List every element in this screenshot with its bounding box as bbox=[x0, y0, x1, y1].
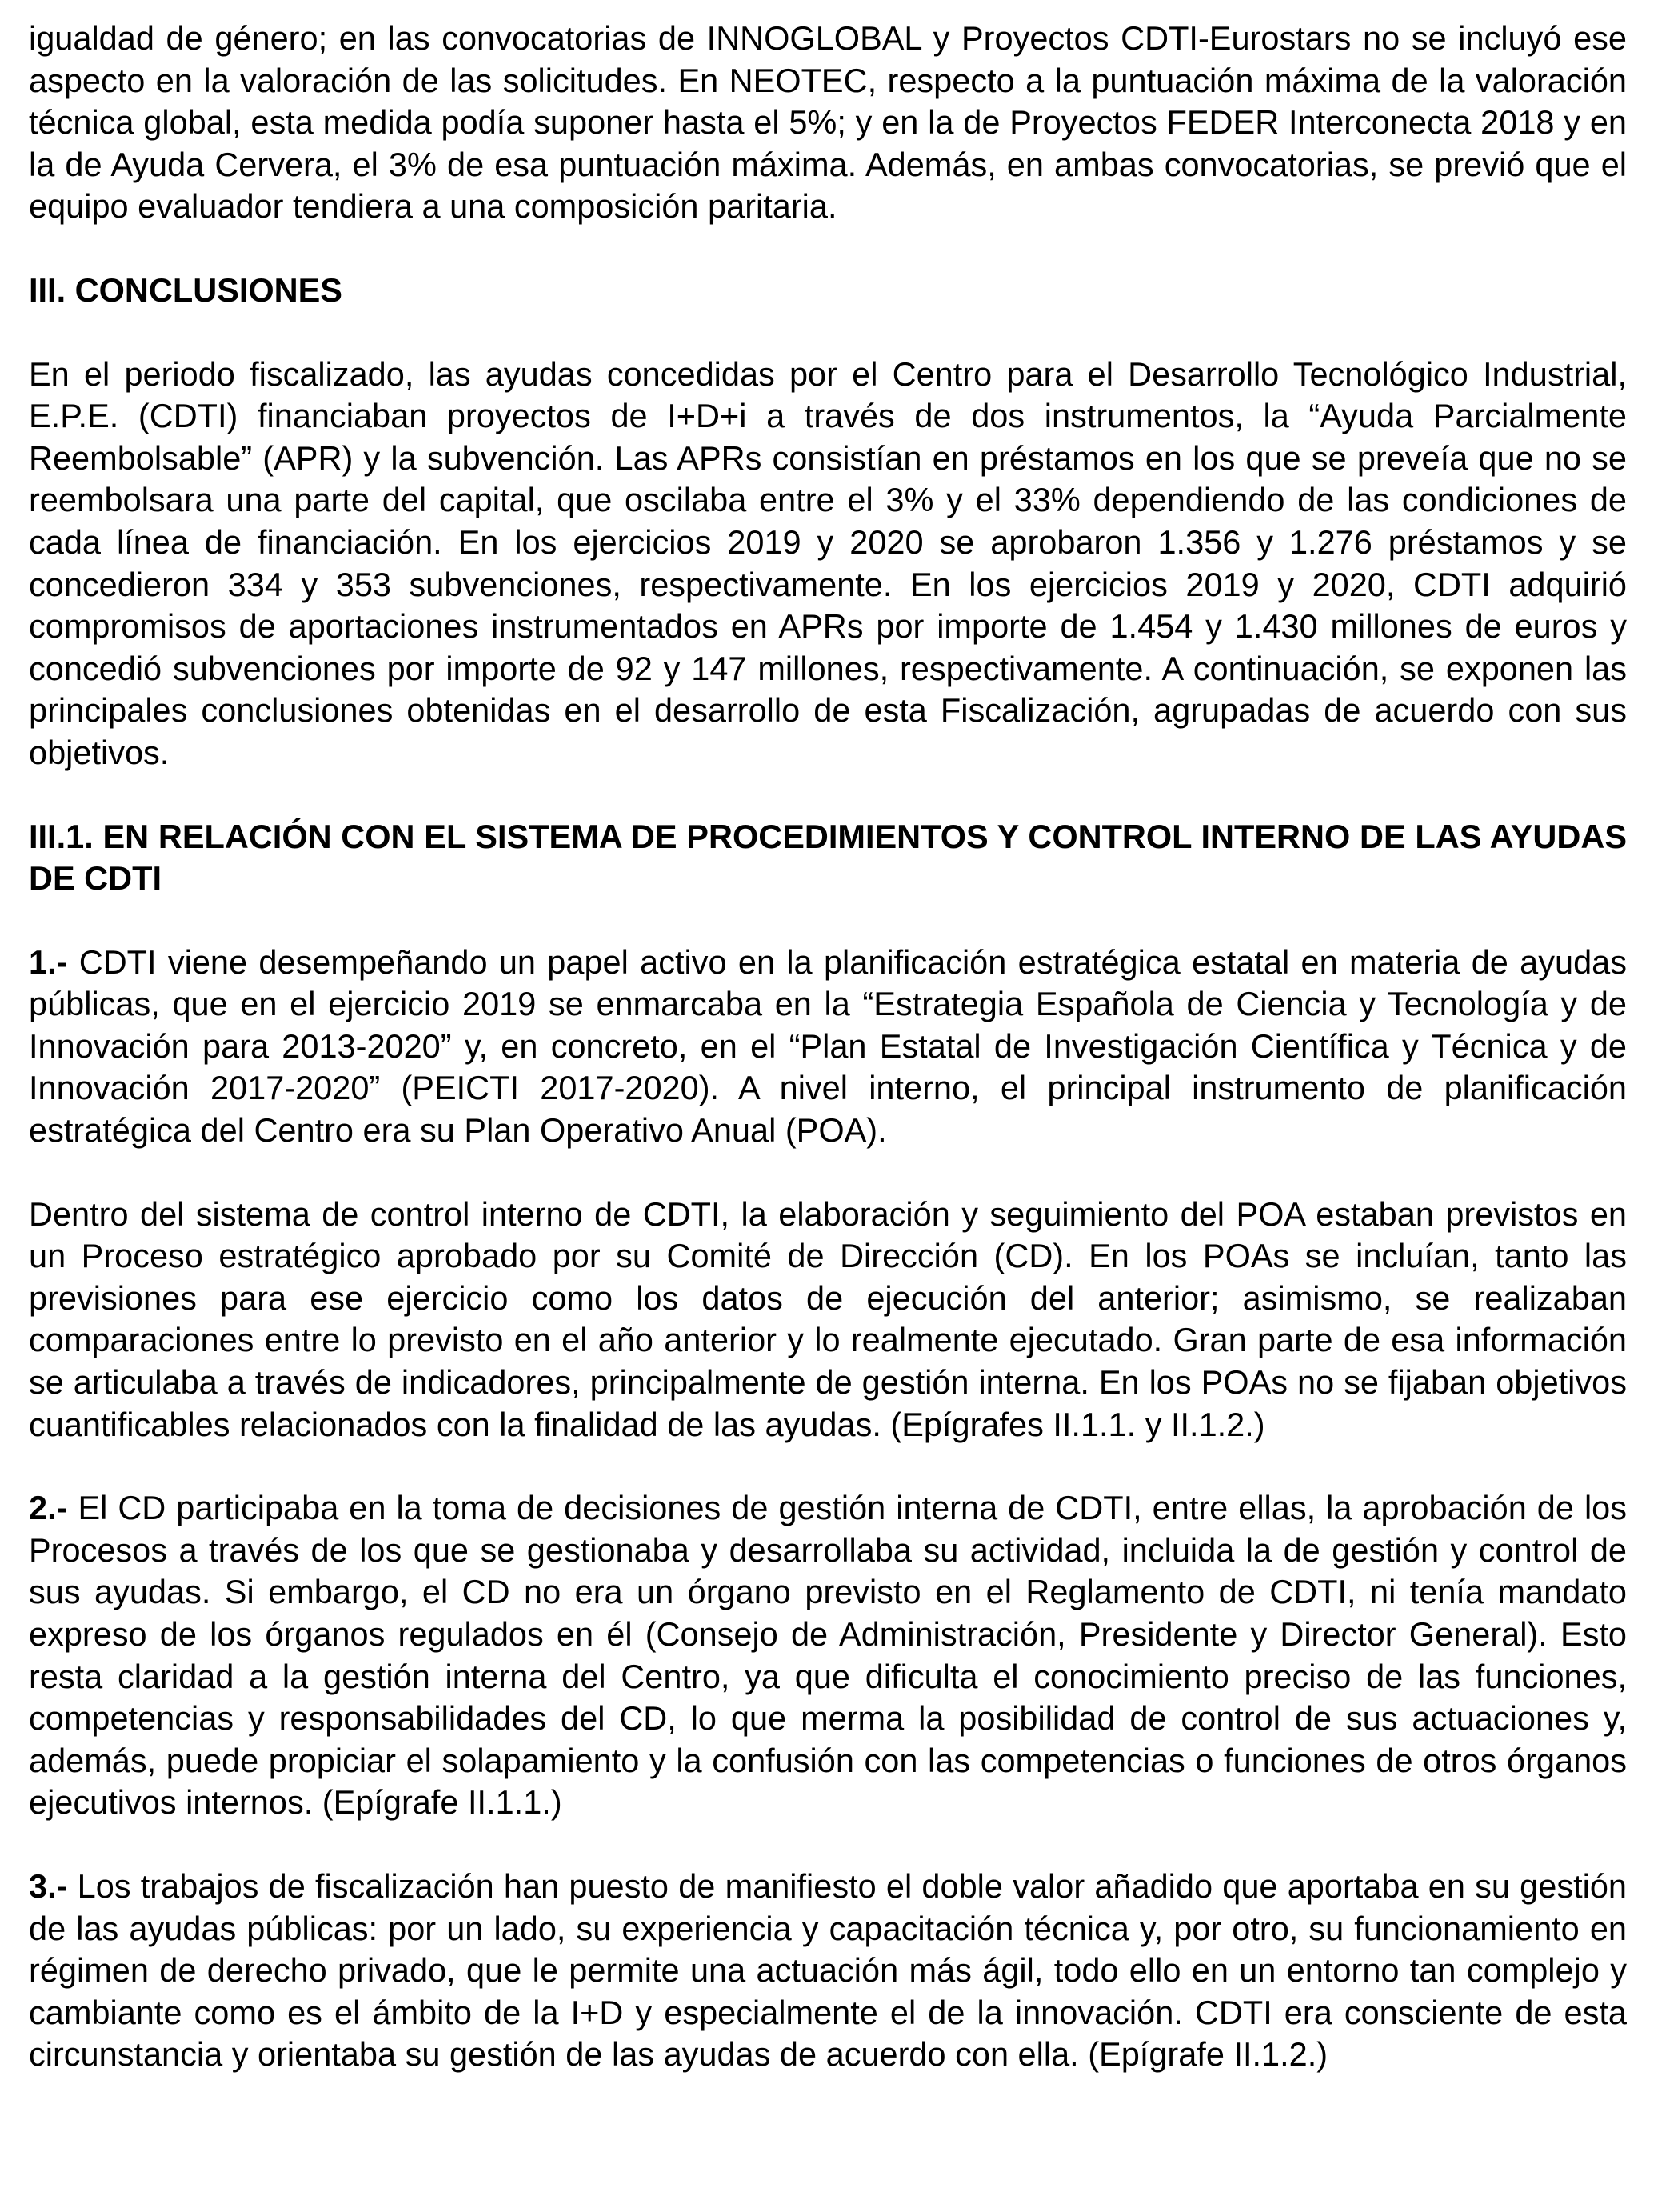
item-number-1: 1.- bbox=[29, 942, 68, 981]
conclusion-item-2 bbox=[29, 1487, 1627, 1824]
paragraph-internal-control: Dentro del sistema de control interno de CDTI, la elaboración y seguimiento del POA estaban previstos en un Proceso estratégico aprobado por su Comité de Dirección (CD). En los POAs se incluían, tanto las previsiones para ese ejercicio como los datos de ejecución del anterior; asimismo, se realizaban comparaciones entre lo previsto en el año anterior y lo realmente ejecutado. Gran parte de esa información se articulaba a través de indicadores, principalmente de gestión interna. En los POAs no se fijaban objetivos cuantificables relacionados con la finalidad de las ayudas. (Epígrafes II.1.1. y II.1.2.) bbox=[29, 1194, 1627, 1443]
paragraph-conclusions-intro: En el periodo fiscalizado, las ayudas concedidas por el Centro para el Desarrollo Tecnológico Industrial, E.P.E. (CDTI) financiaban proyectos de I+D+i a través de dos instrumentos, la “Ayuda Parcialmente Reembolsable” (APR) y la subvención. Las APRs consistían en préstamos en los que se preveía que no se reembolsara una parte del capital, que oscilaba entre el 3% y el 33% dependiendo de las condiciones de cada línea de financiación. En los ejercicios 2019 y 2020 se aprobaron 1.356 y 1.276 préstamos y se concedieron 334 y 353 subvenciones, respectivamente. En los ejercicios 2019 y 2020, CDTI adquirió compromisos de aportaciones instrumentados en APRs por importe de 1.454 y 1.430 millones de euros y concedió subvenciones por importe de 92 y 147 millones, respectivamente. A continuación, se exponen las principales conclusiones obtenidas en el desarrollo de esta Fiscalización, agrupadas de acuerdo con sus objetivos. bbox=[29, 354, 1627, 771]
conclusion-item-1 bbox=[29, 942, 1627, 1152]
item-number-3: 3.- bbox=[29, 1866, 68, 1905]
conclusion-item-3-text: Los trabajos de fiscalización han puesto de manifiesto el doble valor añadido que aportaba en su gestión de las ayudas públicas: por un lado, su experiencia y capacitación técnica y, por otro, su funcionamiento en régimen de derecho privado, que le permite una actuación más ágil, todo ello en un entorno tan complejo y cambiante como es el ámbito de la I+D y especialmente el de la innovación. CDTI era consciente de esta circunstancia y orientaba su gestión de las ayudas de acuerdo con ella. (Epígrafe II.1.2.) bbox=[29, 1866, 1627, 2074]
paragraph-gender-equality: igualdad de género; en las convocatorias de INNOGLOBAL y Proyectos CDTI-Eurostars no se incluyó ese aspecto en la valoración de las solicitudes. En NEOTEC, respecto a la puntuación máxima de la valoración técnica global, esta medida podía suponer hasta el 5%; y en la de Proyectos FEDER Interconecta 2018 y en la de Ayuda Cervera, el 3% de esa puntuación máxima. Además, en ambas convocatorias, se previó que el equipo evaluador tendiera a una composición paritaria. bbox=[29, 19, 1627, 226]
document-page bbox=[29, 18, 1627, 2118]
conclusion-item-1-text: CDTI viene desempeñando un papel activo en la planificación estratégica estatal en materia de ayudas públicas, que en el ejercicio 2019 se enmarcaba en la “Estrategia Española de Ciencia y Tecnología y de Innovación para 2013-2020” y, en concreto, en el “Plan Estatal de Investigación Científica y Técnica y de Innovación 2017-2020” (PEICTI 2017-2020). A nivel interno, el principal instrumento de planificación estratégica del Centro era su Plan Operativo Anual (POA). bbox=[29, 942, 1627, 1150]
item-number-2: 2.- bbox=[29, 1489, 68, 1527]
section-heading-conclusiones: III. CONCLUSIONES bbox=[29, 270, 342, 309]
subsection-heading-control-interno: III.1. EN RELACIÓN CON EL SISTEMA DE PROCEDIMIENTOS Y CONTROL INTERNO DE LAS AYUDAS DE CDTI bbox=[29, 817, 1627, 898]
conclusion-item-3 bbox=[29, 1866, 1627, 2076]
conclusion-item-2-text: El CD participaba en la toma de decisiones de gestión interna de CDTI, entre ellas, la aprobación de los Procesos a través de los que se gestionaba y desarrollaba su actividad, incluida la de gestión y control de sus ayudas. Si embargo, el CD no era un órgano previsto en el Reglamento de CDTI, ni tenía mandato expreso de los órganos regulados en él (Consejo de Administración, Presidente y Director General). Esto resta claridad a la gestión interna del Centro, ya que dificulta el conocimiento preciso de las funciones, competencias y responsabilidades del CD, lo que merma la posibilidad de control de sus actuaciones y, además, puede propiciar el solapamiento y la confusión con las competencias o funciones de otros órganos ejecutivos internos. (Epígrafe II.1.1.) bbox=[29, 1489, 1627, 1822]
